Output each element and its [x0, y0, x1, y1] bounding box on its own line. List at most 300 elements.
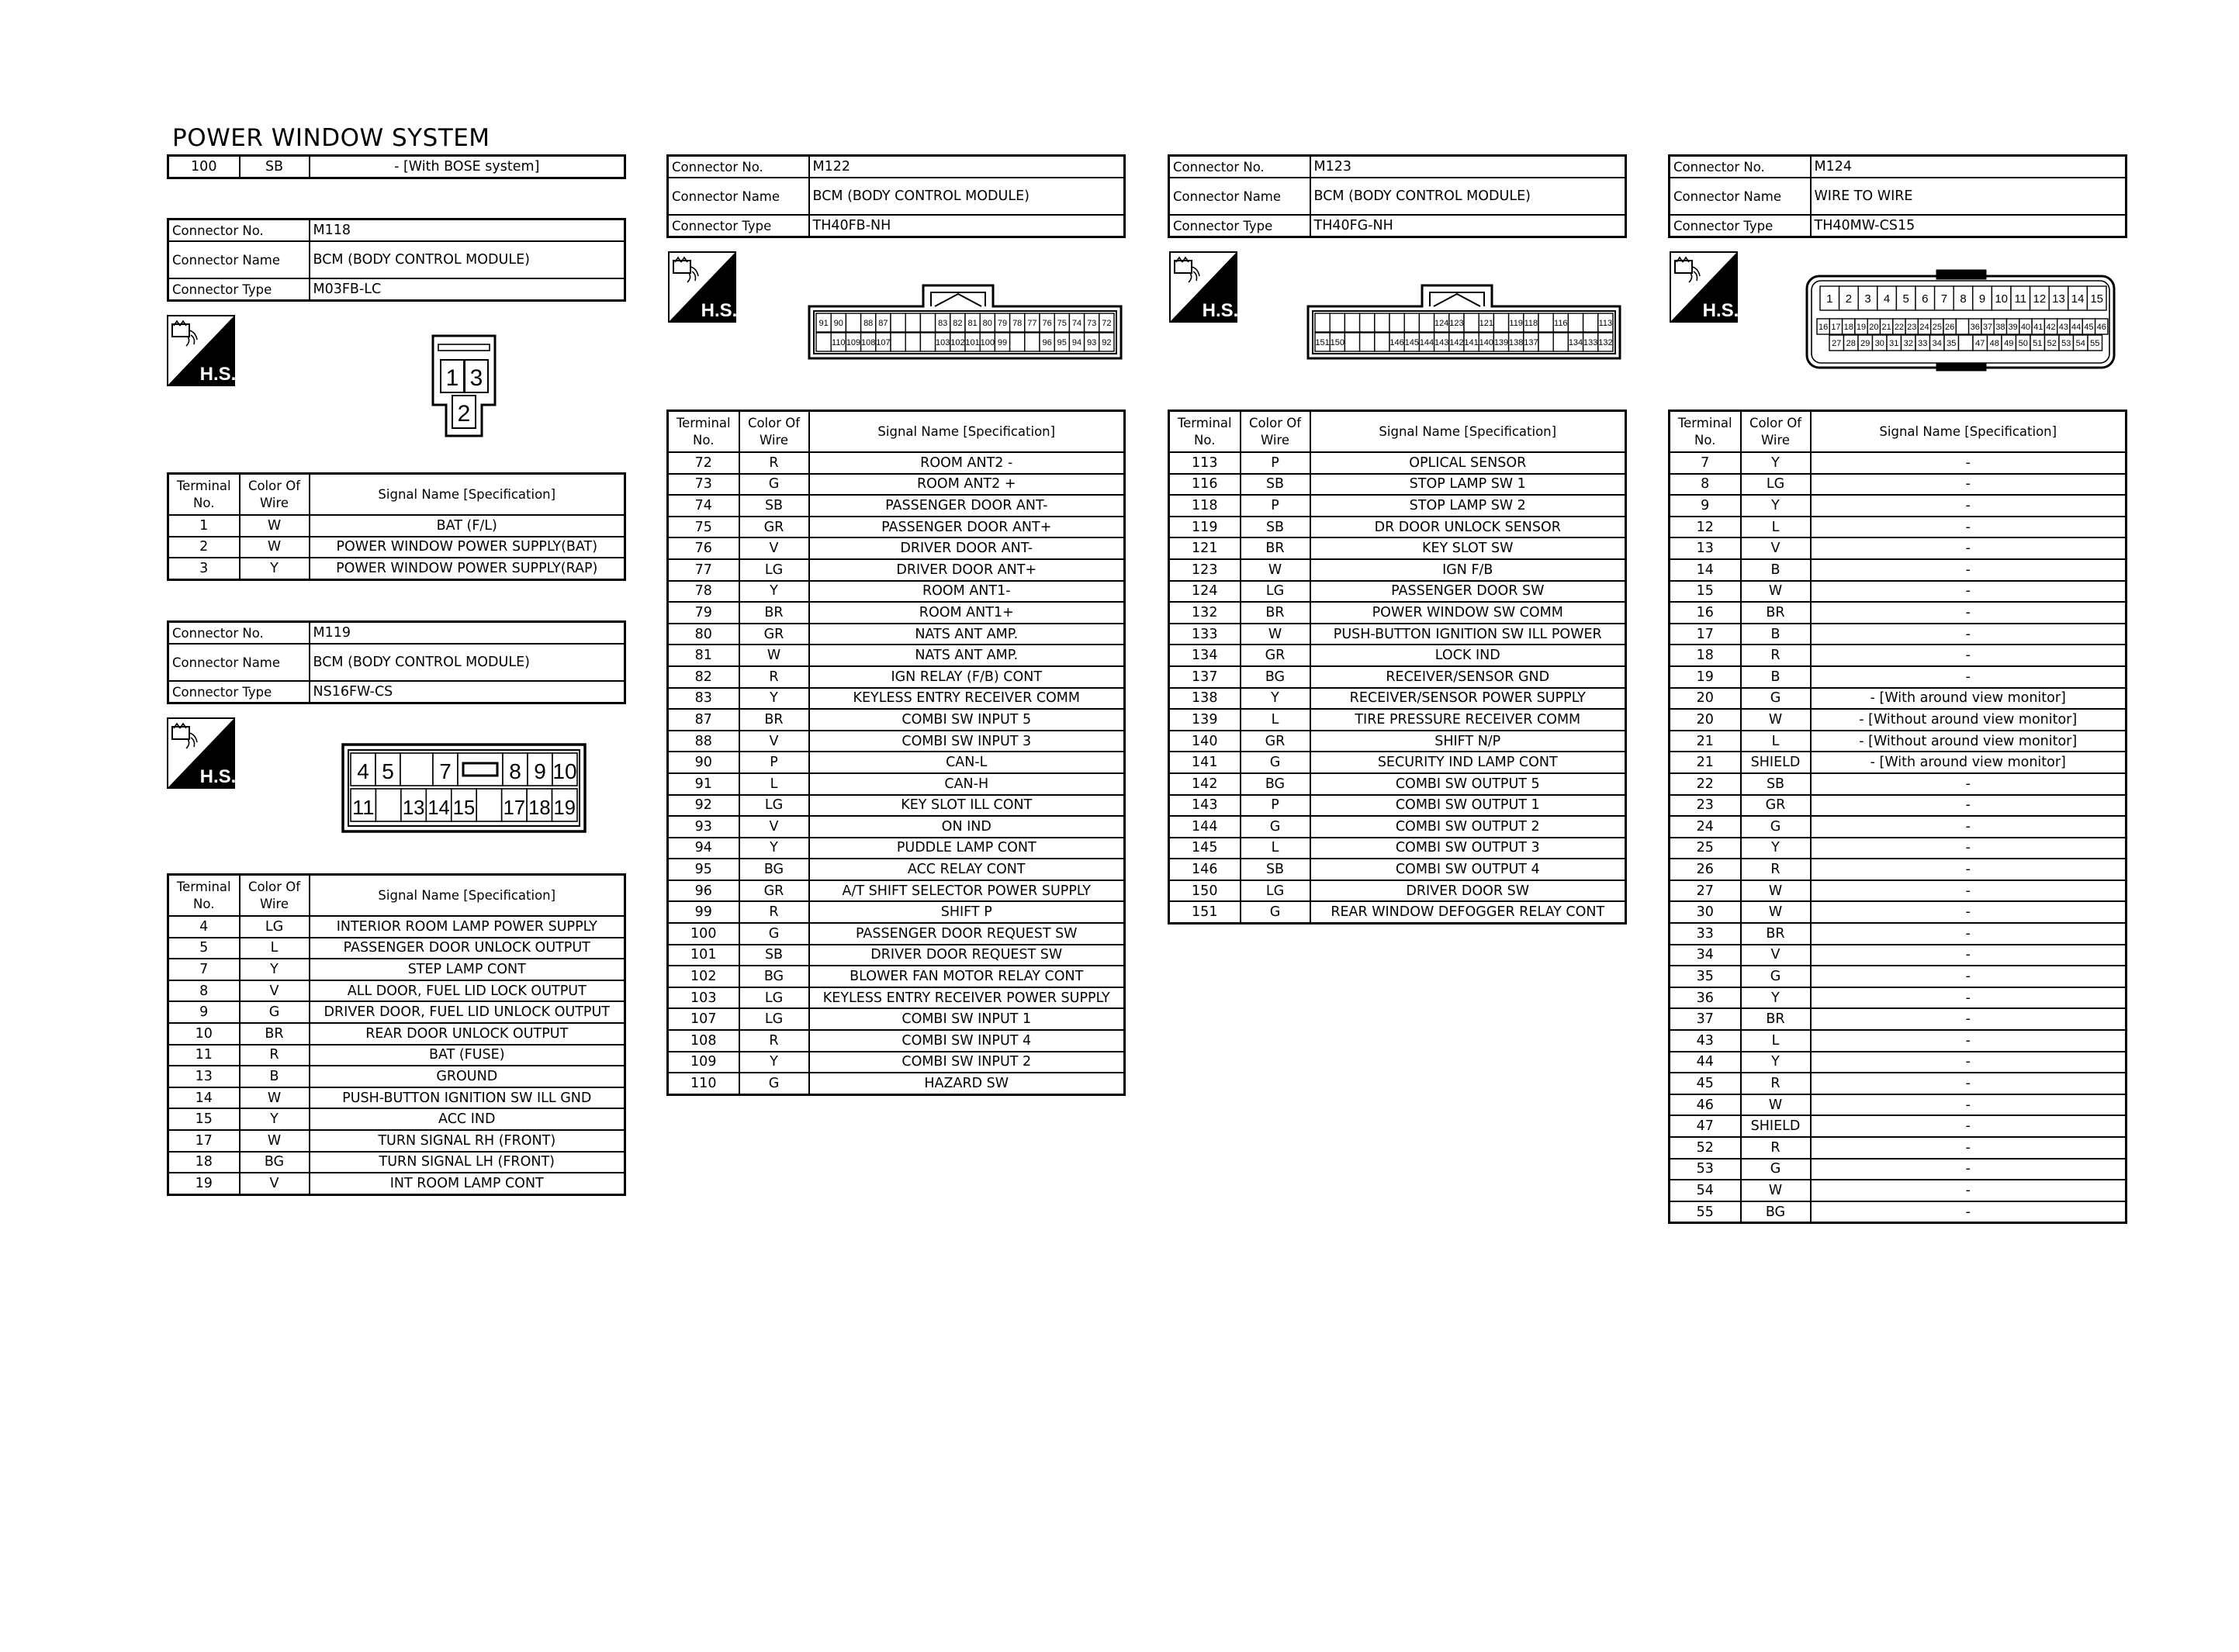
signal-name-cell: ON IND — [809, 816, 1125, 838]
signal-name-cell: PASSENGER DOOR ANT- — [809, 495, 1125, 517]
page-title: POWER WINDOW SYSTEM — [172, 124, 490, 152]
pin-cavity — [1330, 313, 1344, 332]
table-row — [1169, 645, 1626, 666]
pin-label: 7 — [439, 759, 452, 783]
table-row — [1169, 859, 1626, 880]
pin-label: 35 — [1947, 338, 1957, 348]
pin-label: 45 — [2084, 322, 2094, 332]
terminal-no-cell: 7 — [168, 959, 240, 980]
wire-color-cell: G — [1241, 752, 1310, 773]
signal-name-cell: CAN-H — [809, 773, 1125, 795]
table-row — [668, 945, 1125, 966]
terminal-no-cell: 132 — [1169, 602, 1241, 624]
signal-name-cell: - — [1811, 987, 2127, 1009]
signal-name-cell: RECEIVER/SENSOR GND — [1310, 666, 1626, 688]
wire-color-cell: Y — [739, 581, 809, 603]
wire-color-cell: SB — [1241, 859, 1310, 880]
signal-name-cell: - — [1811, 795, 2127, 817]
terminal-no-cell: 75 — [668, 517, 739, 538]
pin-label: 40 — [2020, 322, 2031, 332]
terminal-no-cell: 146 — [1169, 859, 1241, 880]
connector-no-value: M118 — [310, 219, 625, 242]
wire-color-cell: BR — [1241, 602, 1310, 624]
pin-label: 22 — [1894, 322, 1905, 332]
table-row — [1670, 1052, 2127, 1073]
signal-name-cell: ROOM ANT2 - — [809, 452, 1125, 474]
pin-label: 23 — [1907, 322, 1917, 332]
table-row — [1670, 731, 2127, 752]
wire-color-cell: W — [240, 515, 310, 537]
pin-cavity — [1956, 319, 1968, 334]
terminal-no-cell: 19 — [1670, 666, 1741, 688]
pin-label: 18 — [528, 796, 551, 819]
pin-label: 150 — [1330, 337, 1344, 347]
connector-face-m122-drawing — [807, 283, 1123, 361]
wire-color-cell: R — [739, 901, 809, 923]
pin-label: 19 — [1856, 322, 1867, 332]
pin-cavity — [920, 333, 935, 351]
wire-color-cell: Y — [1741, 495, 1811, 517]
signal-name-cell: COMBI SW OUTPUT 4 — [1310, 859, 1626, 880]
wire-color-cell: Y — [1741, 1052, 1811, 1073]
terminal-no-cell: 2 — [168, 537, 240, 558]
pin-label: 49 — [2004, 338, 2014, 348]
terminal-no-cell: 12 — [1670, 517, 1741, 538]
terminal-no-cell: 143 — [1169, 795, 1241, 817]
wire-color-cell: SHIELD — [1741, 1115, 1811, 1137]
terminal-table-header — [668, 411, 1125, 453]
pin-label: 32 — [1903, 338, 1913, 348]
table-row — [168, 537, 625, 558]
signal-name-cell: DRIVER DOOR REQUEST SW — [809, 945, 1125, 966]
pin-cavity — [1568, 313, 1583, 332]
wire-color-cell: LG — [1741, 474, 1811, 496]
wire-color-cell: V — [739, 731, 809, 752]
terminal-no-cell: 25 — [1670, 838, 1741, 859]
signal-name-cell: - — [1811, 1030, 2127, 1052]
wire-color-cell: P — [739, 752, 809, 773]
connector-type-value: TH40MW-CS15 — [1811, 215, 2127, 237]
table-row — [1169, 537, 1626, 559]
pin-label: 138 — [1509, 337, 1524, 347]
signal-name-cell: - — [1811, 624, 2127, 645]
table-row — [168, 1130, 625, 1152]
pin-label: 33 — [1918, 338, 1928, 348]
connector-name-value: BCM (BODY CONTROL MODULE) — [809, 178, 1125, 215]
table-row — [668, 731, 1125, 752]
table-row — [1169, 495, 1626, 517]
pin-label: 7 — [1940, 292, 1948, 306]
signal-name-cell: KEY SLOT ILL CONT — [809, 795, 1125, 817]
connector-lock — [463, 763, 497, 776]
signal-name-cell: STEP LAMP CONT — [310, 959, 625, 980]
connector-name-value: BCM (BODY CONTROL MODULE) — [1310, 178, 1626, 215]
pin-label: 94 — [1071, 337, 1082, 347]
hs-label: H.S. — [199, 766, 235, 787]
terminal-table-m119 — [167, 873, 626, 1196]
table-row — [668, 645, 1125, 666]
table-row — [1670, 1115, 2127, 1137]
pin-cavity — [920, 313, 935, 332]
wire-color-cell: Y — [739, 838, 809, 859]
wire-color-cell: V — [1741, 945, 1811, 966]
signal-name-cell: SECURITY IND LAMP CONT — [1310, 752, 1626, 773]
terminal-no-cell: 14 — [1670, 559, 1741, 581]
wire-color-cell: Y — [240, 1108, 310, 1130]
wire-color-cell: SB — [739, 945, 809, 966]
wire-color-cell: V — [1741, 537, 1811, 559]
connector-no-value: M122 — [809, 156, 1125, 178]
signal-name-cell: - [Without around view monitor] — [1811, 709, 2127, 731]
pin-label: 87 — [878, 318, 888, 328]
table-row — [1169, 602, 1626, 624]
pin-label: 78 — [1012, 318, 1023, 328]
wire-color-cell: LG — [739, 1008, 809, 1030]
pin-label: 145 — [1404, 337, 1419, 347]
wire-color-cell: Y — [1241, 688, 1310, 710]
signal-name-cell: - — [1811, 901, 2127, 923]
wire-color-cell: SB — [1241, 474, 1310, 496]
wire-color-cell: BR — [739, 709, 809, 731]
wire-color-cell: BR — [240, 1023, 310, 1045]
signal-name-cell: COMBI SW INPUT 1 — [809, 1008, 1125, 1030]
signal-name-cell: CAN-L — [809, 752, 1125, 773]
pin-label: 77 — [1027, 318, 1037, 328]
terminal-no-cell: 44 — [1670, 1052, 1741, 1073]
table-row — [668, 901, 1125, 923]
connector-name-value: BCM (BODY CONTROL MODULE) — [310, 644, 625, 681]
pin-label: 47 — [1975, 338, 1985, 348]
table-row — [168, 1023, 625, 1045]
signal-name-cell: DRIVER DOOR SW — [1310, 880, 1626, 902]
wire-color-cell: G — [1741, 966, 1811, 987]
table-row — [168, 558, 625, 579]
wire-color-cell: GR — [739, 624, 809, 645]
table-row — [1169, 901, 1626, 923]
connector-no-label: Connector No. — [1670, 156, 1811, 178]
table-row — [168, 1066, 625, 1087]
table-row — [1670, 645, 2127, 666]
wire-color-cell: W — [1741, 581, 1811, 603]
wire-color-cell: LG — [739, 987, 809, 1009]
pin-cavity — [1375, 313, 1389, 332]
pin-label: 74 — [1071, 318, 1082, 328]
terminal-table-m118 — [167, 472, 626, 581]
pin-label: 101 — [965, 337, 980, 347]
table-row — [1169, 773, 1626, 795]
pin-label: 20 — [1869, 322, 1879, 332]
pin-cavity — [1315, 313, 1330, 332]
wire-color-cell: BR — [1741, 1008, 1811, 1030]
pin-label: 82 — [953, 318, 963, 328]
terminal-no-cell: 15 — [1670, 581, 1741, 603]
header-color-of-wire: Color Of Wire — [240, 474, 310, 516]
table-row — [1169, 816, 1626, 838]
table-row — [1670, 945, 2127, 966]
signal-name-cell: DRIVER DOOR, FUEL LID UNLOCK OUTPUT — [310, 1001, 625, 1023]
signal-name-cell: GROUND — [310, 1066, 625, 1087]
wire-color-cell: SHIELD — [1741, 752, 1811, 773]
connector-type-label: Connector Type — [1670, 215, 1811, 237]
table-row — [1169, 880, 1626, 902]
terminal-no-cell: 78 — [668, 581, 739, 603]
hs-label: H.S. — [1702, 300, 1738, 321]
table-row — [668, 666, 1125, 688]
wire-color-cell: V — [240, 1173, 310, 1194]
connector-lock — [438, 344, 490, 351]
terminal-no-cell: 18 — [168, 1152, 240, 1173]
table-row — [668, 602, 1125, 624]
signal-name-cell: COMBI SW OUTPUT 5 — [1310, 773, 1626, 795]
wire-color-cell: LG — [739, 559, 809, 581]
signal-name-cell: - — [1811, 1094, 2127, 1116]
signal-name-cell: - — [1811, 474, 2127, 496]
terminal-no-cell: 118 — [1169, 495, 1241, 517]
signal-name-cell: IGN F/B — [1310, 559, 1626, 581]
connector-face-m118-drawing — [431, 334, 497, 439]
connector-name-label: Connector Name — [668, 178, 809, 215]
pin-label: 52 — [2047, 338, 2057, 348]
connector-name-label: Connector Name — [1670, 178, 1811, 215]
table-row — [668, 838, 1125, 859]
wire-color-cell: BR — [1241, 537, 1310, 559]
header-signal-name: Signal Name [Specification] — [310, 474, 625, 516]
header-terminal-no: Terminal No. — [668, 411, 739, 453]
table-row — [1670, 688, 2127, 710]
terminal-no-cell: 55 — [1670, 1201, 1741, 1223]
harness-side-icon-graphic — [668, 251, 736, 323]
connector-type-value: NS16FW-CS — [310, 681, 625, 703]
terminal-no-cell: 27 — [1670, 880, 1741, 902]
signal-name-cell: TIRE PRESSURE RECEIVER COMM — [1310, 709, 1626, 731]
pin-label: 80 — [982, 318, 992, 328]
connector-face-m119 — [341, 743, 587, 833]
terminal-no-cell: 9 — [168, 1001, 240, 1023]
signal-name-cell: ROOM ANT2 + — [809, 474, 1125, 496]
wire-color-cell: W — [739, 645, 809, 666]
pin-label: 43 — [2058, 322, 2068, 332]
terminal-no-cell: 94 — [668, 838, 739, 859]
table-row — [1670, 752, 2127, 773]
pin-label: 100 — [980, 337, 995, 347]
signal-name-cell: A/T SHIFT SELECTOR POWER SUPPLY — [809, 880, 1125, 902]
wire-color-cell: W — [240, 1130, 310, 1152]
pin-cavity — [476, 789, 501, 821]
terminal-no-cell: 96 — [668, 880, 739, 902]
signal-name-cell: - — [1811, 773, 2127, 795]
signal-name-cell: - — [1811, 645, 2127, 666]
table-row — [1169, 688, 1626, 710]
terminal-no-cell: 77 — [668, 559, 739, 581]
terminal-no-cell: 121 — [1169, 537, 1241, 559]
pin-label: 3 — [469, 365, 483, 391]
table-row — [1670, 537, 2127, 559]
table-row — [1670, 838, 2127, 859]
signal-name-cell: POWER WINDOW POWER SUPPLY(RAP) — [310, 558, 625, 579]
wire-color-cell: BG — [739, 966, 809, 987]
wire-color-cell: R — [1741, 1073, 1811, 1094]
table-row — [1169, 709, 1626, 731]
pin-label: 91 — [818, 318, 829, 328]
pin-label: 12 — [2033, 292, 2047, 306]
wire-color-cell: W — [240, 1087, 310, 1109]
pin-cavity — [891, 333, 905, 351]
terminal-no-cell: 107 — [668, 1008, 739, 1030]
pin-cavity — [1344, 313, 1359, 332]
connector-no-value: M124 — [1811, 156, 2127, 178]
table-row — [168, 1173, 625, 1194]
wire-color-cell: W — [1741, 709, 1811, 731]
table-row — [1670, 495, 2127, 517]
pin-label: 72 — [1102, 318, 1112, 328]
wire-color-cell: GR — [1241, 731, 1310, 752]
table-row — [1169, 795, 1626, 817]
signal-name-cell: BAT (F/L) — [310, 515, 625, 537]
terminal-no-cell: 151 — [1169, 901, 1241, 923]
table-row — [1670, 709, 2127, 731]
table-row — [668, 816, 1125, 838]
wire-color-cell: G — [739, 923, 809, 945]
pin-label: 116 — [1554, 318, 1568, 328]
wire-color-cell: L — [1241, 838, 1310, 859]
pin-label: 73 — [1087, 318, 1097, 328]
table-row — [668, 581, 1125, 603]
pin-label: 132 — [1598, 337, 1613, 347]
signal-name-cell: - — [1811, 945, 2127, 966]
wire-color-cell: Y — [739, 688, 809, 710]
signal-name-cell: LOCK IND — [1310, 645, 1626, 666]
pin-label: 39 — [2008, 322, 2018, 332]
wire-color-cell: G — [739, 474, 809, 496]
connector-no-value: M119 — [310, 622, 625, 645]
table-row — [668, 966, 1125, 987]
signal-name-cell: - [With around view monitor] — [1811, 688, 2127, 710]
harness-side-icon — [167, 315, 235, 386]
terminal-no-cell: 19 — [168, 1173, 240, 1194]
terminal-no-cell: 76 — [668, 537, 739, 559]
terminal-no-cell: 9 — [1670, 495, 1741, 517]
signal-name-cell: - — [1811, 838, 2127, 859]
terminal-no-cell: 5 — [168, 938, 240, 959]
wire-color-cell: Y — [1741, 987, 1811, 1009]
connector-name-label: Connector Name — [1169, 178, 1310, 215]
signal-name-cell: ACC RELAY CONT — [809, 859, 1125, 880]
wire-color-cell: R — [240, 1045, 310, 1066]
terminal-no-cell: 4 — [168, 916, 240, 938]
terminal-no-cell: 73 — [668, 474, 739, 496]
table-row — [668, 795, 1125, 817]
wire-color-cell: Y — [240, 558, 310, 579]
pin-label: 14 — [2071, 292, 2085, 306]
terminal-no-cell: 133 — [1169, 624, 1241, 645]
pin-cavity — [846, 313, 860, 332]
terminal-no-cell: 20 — [1670, 688, 1741, 710]
signal-name-cell: - — [1811, 923, 2127, 945]
pin-label: 139 — [1493, 337, 1509, 347]
terminal-table-header — [1169, 411, 1626, 453]
signal-name-cell: PASSENGER DOOR ANT+ — [809, 517, 1125, 538]
connector-type-label: Connector Type — [168, 681, 310, 703]
terminal-no-cell: 144 — [1169, 816, 1241, 838]
terminal-no-cell: 15 — [168, 1108, 240, 1130]
signal-name-cell: - — [1811, 1115, 2127, 1137]
connector-type-value: TH40FB-NH — [809, 215, 1125, 237]
wire-color-cell: P — [1241, 495, 1310, 517]
signal-name-cell: SHIFT N/P — [1310, 731, 1626, 752]
signal-name-cell: COMBI SW OUTPUT 3 — [1310, 838, 1626, 859]
pin-cavity — [1025, 333, 1040, 351]
pin-label: 25 — [1932, 322, 1942, 332]
table-row — [668, 1030, 1125, 1052]
table-row — [1670, 773, 2127, 795]
table-row — [1670, 880, 2127, 902]
pin-label: 27 — [1832, 338, 1842, 348]
signal-name-cell: - — [1811, 880, 2127, 902]
wire-color-cell: Y — [1741, 452, 1811, 474]
signal-name-cell: - [With around view monitor] — [1811, 752, 2127, 773]
signal-name-cell: COMBI SW INPUT 3 — [809, 731, 1125, 752]
connector-info-m119 — [167, 620, 626, 704]
terminal-no-cell: 79 — [668, 602, 739, 624]
terminal-no-cell: 45 — [1670, 1073, 1741, 1094]
table-row — [1670, 1030, 2127, 1052]
table-row — [668, 559, 1125, 581]
pin-label: 2 — [457, 401, 471, 427]
terminal-no-cell: 74 — [668, 495, 739, 517]
table-row — [1670, 624, 2127, 645]
wire-color-cell: W — [240, 537, 310, 558]
hs-label: H.S. — [199, 364, 235, 385]
signal-name-cell: STOP LAMP SW 2 — [1310, 495, 1626, 517]
wire-color-cell: B — [1741, 559, 1811, 581]
signal-name-cell: COMBI SW OUTPUT 2 — [1310, 816, 1626, 838]
hs-label: H.S. — [1202, 300, 1237, 321]
table-row — [668, 474, 1125, 496]
wire-color-cell: R — [1741, 645, 1811, 666]
pin-label: 96 — [1042, 337, 1052, 347]
header-signal-name: Signal Name [Specification] — [1310, 411, 1626, 453]
pin-label: 37 — [1982, 322, 1993, 332]
signal-name-cell: - — [1811, 537, 2127, 559]
pin-label: 109 — [846, 337, 861, 347]
pin-label: 3 — [1864, 292, 1871, 306]
wire-color-cell: V — [739, 537, 809, 559]
header-terminal-no: Terminal No. — [1670, 411, 1741, 453]
signal-name-cell: - — [1811, 666, 2127, 688]
table-row — [168, 1001, 625, 1023]
connector-no-label: Connector No. — [668, 156, 809, 178]
header-signal-name: Signal Name [Specification] — [1811, 411, 2127, 453]
terminal-no-cell: 23 — [1670, 795, 1741, 817]
wire-color-cell: R — [1741, 859, 1811, 880]
pin-label: 134 — [1568, 337, 1583, 347]
wire-color-cell: R — [739, 666, 809, 688]
terminal-no-cell: 54 — [1670, 1180, 1741, 1201]
table-row — [1670, 966, 2127, 987]
terminal-no-cell: 124 — [1169, 581, 1241, 603]
hs-label: H.S. — [701, 300, 736, 321]
terminal-no-cell: 138 — [1169, 688, 1241, 710]
table-row — [168, 515, 625, 537]
signal-name-cell: BLOWER FAN MOTOR RELAY CONT — [809, 966, 1125, 987]
signal-name-cell: KEY SLOT SW — [1310, 537, 1626, 559]
terminal-no-cell: 16 — [1670, 602, 1741, 624]
pin-label: 15 — [2090, 292, 2104, 306]
wire-color-cell: GR — [1241, 645, 1310, 666]
header-signal-name: Signal Name [Specification] — [310, 875, 625, 917]
table-row — [1670, 1073, 2127, 1094]
table-row — [1169, 666, 1626, 688]
